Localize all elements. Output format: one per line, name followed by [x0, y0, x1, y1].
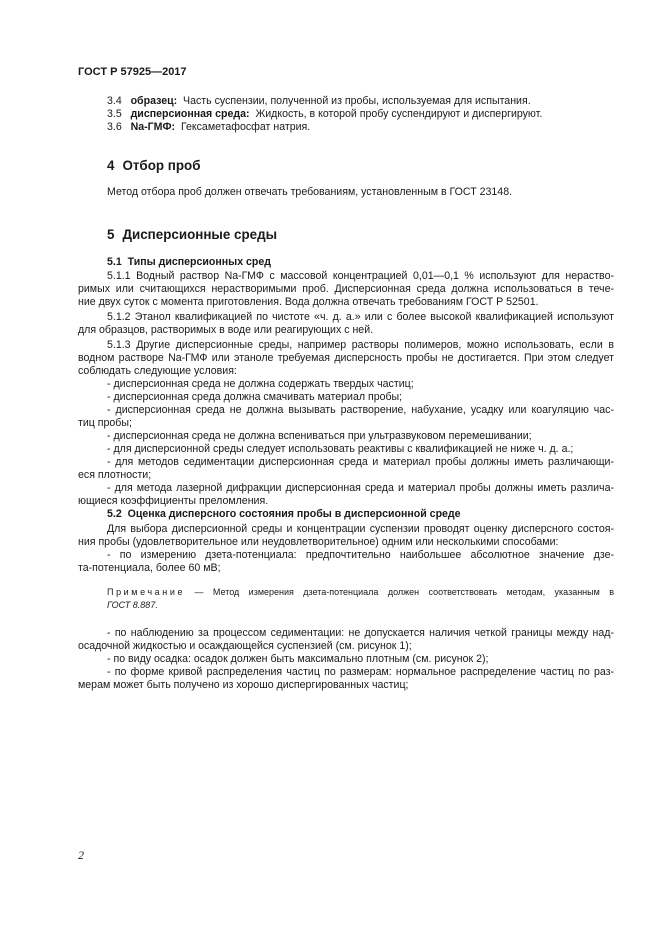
definition-text: Часть суспензии, полученной из пробы, используемая для испытания. [183, 95, 531, 107]
list-item: - для дисперсионной среды следует использовать реактивы с квалификацией не ниже ч. д. а.; [107, 443, 574, 455]
list-item: - по форме кривой распределения частиц по размерам: нормальное распределение частиц по раз- [107, 666, 614, 678]
note-label: Примечание [107, 587, 186, 597]
note-block [107, 586, 614, 612]
paragraph-line: ние двух суток с момента приготовления. Вода должна отвечать требованиям ГОСТ Р 52501. [78, 296, 539, 308]
section-4-text: Метод отбора проб должен отвечать требованиям, установленным в ГОСТ 23148. [107, 186, 513, 198]
list-item: - по виду осадка: осадок должен быть максимально плотным (см. рисунок 2); [107, 653, 489, 665]
definition-term: Na-ГМФ: [130, 121, 176, 133]
list-item-continuation: осадочной жидкостью и осаждающейся суспензией (см. рисунок 1); [78, 640, 412, 652]
definition-3-6: 3.6 Na-ГМФ: Гексаметафосфат натрия. [107, 121, 311, 133]
list-item: - дисперсионная среда не должна вспениваться при ультразвуковом перемешивании; [107, 430, 532, 442]
list-item: - дисперсионная среда не должна содержать твердых частиц; [107, 378, 414, 390]
document-header: ГОСТ Р 57925—2017 [78, 66, 187, 78]
list-item: - для методов седиментации дисперсионная среда и материал пробы должны иметь различающи- [107, 456, 614, 468]
definition-text: Гексаметафосфат натрия. [180, 121, 311, 133]
list-item-continuation: та-потенциала, более 60 мВ; [78, 562, 221, 574]
subsection-5-1-heading: 5.1 Типы дисперсионных сред [107, 256, 272, 268]
list-item-continuation: ющиеся коэффициенты преломления. [78, 495, 269, 507]
paragraph-line: 5.1.3 Другие дисперсионные среды, например растворы полимеров, можно использовать, если в [107, 339, 614, 351]
list-item: - дисперсионная среда должна смачивать материал пробы; [107, 391, 403, 403]
list-item: - дисперсионная среда не должна вызывать растворение, набухание, усадку или коагуляцию час- [107, 404, 614, 416]
list-item: - по наблюдению за процессом седиментации: не допускается наличия четкой границы между над- [107, 627, 614, 639]
definition-3-4: 3.4 образец: Часть суспензии, полученной из пробы, используемая для испытания. [107, 95, 531, 107]
definition-text: Жидкость, в которой пробу суспендируют и диспергируют. [255, 108, 543, 120]
paragraph-line: водном растворе Na-ГМФ или этаноле требуемая дисперсность пробы не достигается. При этом следует [78, 352, 614, 364]
list-item: - для метода лазерной дифракции дисперсионная среда и материал пробы должны иметь различа- [107, 482, 614, 494]
note-reference: ГОСТ 8.887. [107, 600, 158, 610]
list-item-continuation: мерам может быть получено из хорошо диспергированных частиц; [78, 679, 409, 691]
subsection-5-2-heading: 5.2 Оценка дисперсного состояния пробы в дисперсионной среде [107, 508, 461, 520]
list-item-continuation: тиц пробы; [78, 417, 132, 429]
paragraph-line: 5.1.1 Водный раствор Na-ГМФ с массовой концентрацией 0,01—0,1 % используют для нераство- [107, 270, 614, 282]
list-item-continuation: еся плотности; [78, 469, 152, 481]
paragraph-line: 5.1.2 Этанол квалификацией по чистоте «ч. д. а.» или с более высокой квалификацией используют [107, 311, 614, 323]
list-item: - по измерению дзета-потенциала: предпочтительно наибольшее абсолютное значение дзе- [107, 549, 614, 561]
section-5-heading: 5 Дисперсионные среды [107, 227, 278, 242]
note-text: — Метод измерения дзета-потенциала должен соответствовать методам, указанным в [194, 587, 614, 597]
paragraph-line: Для выбора дисперсионной среды и концентрации суспензии проводят оценку дисперсного состоя- [107, 523, 614, 535]
page-number: 2 [78, 848, 84, 862]
definition-3-5: 3.5 дисперсионная среда: Жидкость, в которой пробу суспендируют и диспергируют. [107, 108, 543, 120]
paragraph-line: для образцов, растворимых в воде или реагирующих с ней. [78, 324, 374, 336]
definition-term: дисперсионная среда: [130, 108, 250, 120]
section-4-heading: 4 Отбор проб [107, 158, 201, 173]
paragraph-line: ния пробы (удовлетворительное или неудовлетворительное) одним или несколькими способами: [78, 536, 559, 548]
definition-term: образец: [130, 95, 178, 107]
paragraph-line: римых или считающихся нерастворимыми проб. Дисперсионная среда должна использоваться в тече- [78, 283, 614, 295]
paragraph-line: соблюдать следующие условия: [78, 365, 237, 377]
